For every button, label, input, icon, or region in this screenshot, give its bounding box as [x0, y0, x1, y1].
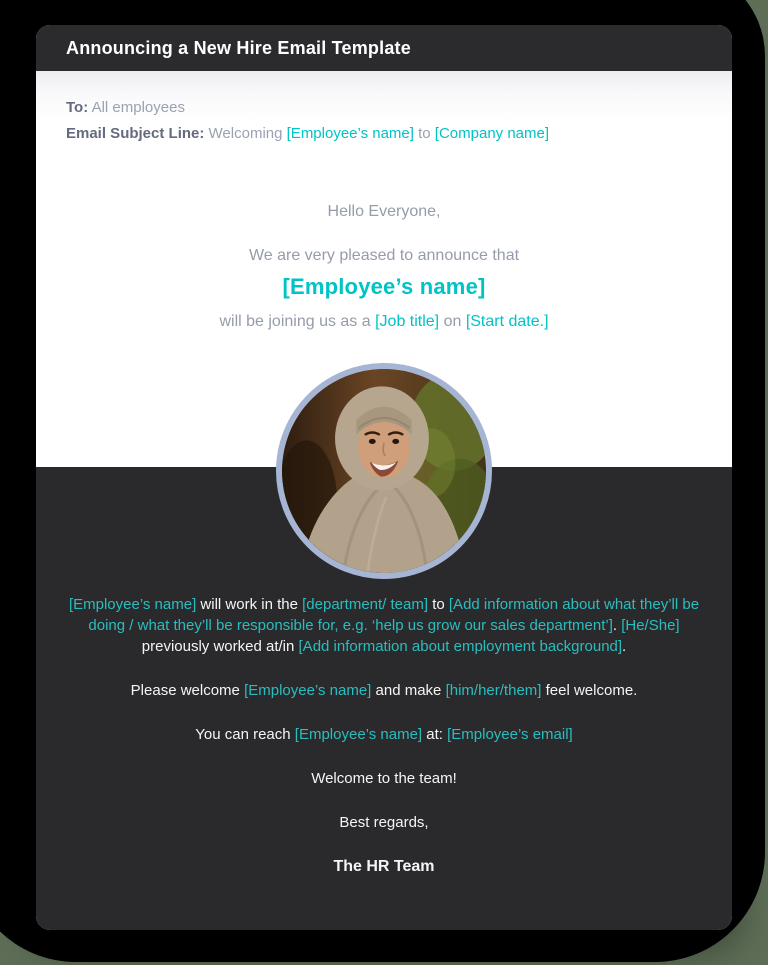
joining-text: on	[439, 313, 466, 330]
welcome-line	[64, 680, 704, 701]
employee-name-heading: [Employee’s name]	[282, 274, 486, 299]
body-text: .	[622, 638, 627, 655]
role-info-placeholder: [Add information about what they’ll be doing / what they’ll be responsible for, e.g. ‘help us grow our sales department’]	[88, 596, 700, 634]
team-welcome-line: Welcome to the team!	[311, 770, 457, 787]
hr-team-signature: The HR Team	[333, 858, 435, 875]
email-meta	[36, 71, 732, 147]
greeting-line: Hello Everyone,	[327, 203, 441, 220]
email-intro	[36, 203, 732, 331]
page-title: Announcing a New Hire Email Template	[66, 37, 411, 58]
best-regards-line: Best regards,	[339, 814, 429, 831]
body-text: You can reach	[195, 726, 295, 743]
employee-name-placeholder: [Employee’s name]	[68, 596, 197, 613]
email-template-card	[36, 25, 732, 930]
job-title-placeholder: [Job title]	[375, 313, 440, 330]
body-text: Please welcome	[130, 682, 245, 699]
employee-name-placeholder: [Employee’s name]	[286, 125, 414, 142]
employee-name-placeholder: [Employee’s name]	[244, 682, 372, 699]
new-hire-photo-illustration	[282, 369, 486, 573]
to-value: All employees	[91, 99, 185, 116]
body-text: will work in the	[196, 596, 303, 613]
employee-email-placeholder: [Employee’s email]	[447, 726, 573, 743]
subject-label: Email Subject Line:	[66, 125, 205, 142]
body-text: .	[612, 617, 622, 634]
pronoun-placeholder: [He/She]	[621, 617, 680, 634]
body-text: at:	[422, 726, 448, 743]
company-name-placeholder: [Company name]	[434, 125, 550, 142]
body-text: to	[428, 596, 449, 613]
department-placeholder: [department/ team]	[302, 596, 429, 613]
pronoun-placeholder: [him/her/them]	[445, 682, 542, 699]
new-hire-photo	[276, 363, 492, 579]
role-description-paragraph	[64, 594, 704, 657]
employee-name-placeholder: [Employee’s name]	[294, 726, 423, 743]
announce-line: We are very pleased to announce that	[248, 247, 520, 264]
to-label: To:	[66, 99, 89, 116]
subject-text: to	[413, 125, 435, 142]
body-text: previously worked at/in	[141, 638, 299, 655]
joining-text: will be joining us as a	[219, 313, 376, 330]
meta-subject-line	[66, 121, 702, 147]
card-header	[36, 25, 732, 71]
body-text: and make	[371, 682, 446, 699]
background-placeholder: [Add information about employment background]	[298, 638, 623, 655]
subject-text: Welcoming	[204, 125, 287, 142]
joining-line	[36, 313, 732, 331]
body-text: feel welcome.	[541, 682, 638, 699]
meta-to-line	[66, 95, 702, 121]
contact-line	[64, 724, 704, 745]
start-date-placeholder: [Start date.]	[465, 313, 549, 330]
